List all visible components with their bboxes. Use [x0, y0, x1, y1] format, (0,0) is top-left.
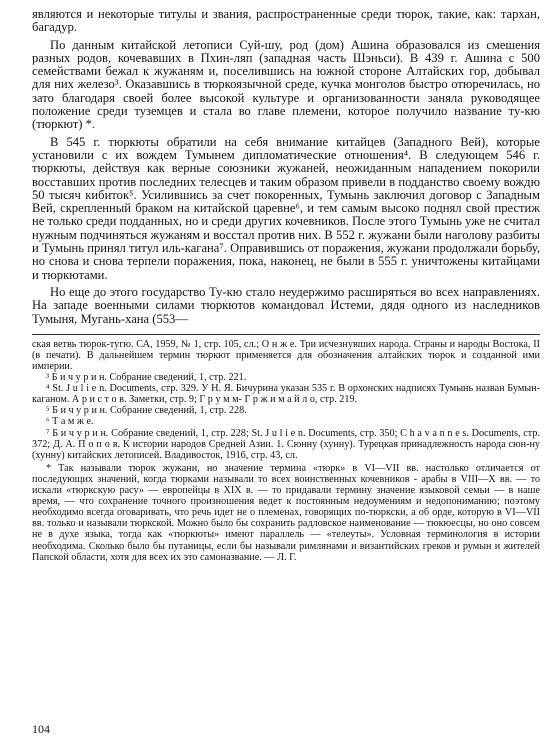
paragraph-ashina-origin: По данным китайской летописи Суй-шу, род (дом) Ашина образовался из смешения разных родов, кочевавших в Пхин-ляп (западная часть Шэньси). В 439 г. Ашина с 500 семействами бежал к жужаням и, поселившись на южной стороне Алтайских гор, добывал для них железо³. Оказавшись в тюркоязычной среде, кучка монголов быстро отюречилась, но зато благодаря своей более высокой культуре и организованности заняла руководящее положение среди туземцев и стала во главе племени, которое получило название ту-кю (тюркют) *.	[32, 37, 540, 132]
footnote-6: ⁶ Т а м ж е.	[46, 416, 94, 428]
footnote-5: ⁵ Б и ч у р и н. Собрание сведений, 1, стр. 228.	[46, 405, 247, 417]
footnote-divider	[32, 334, 540, 335]
paragraph-continuation: являются и некоторые титулы и звания, распространенные среди тюрок, такие, как: тархан, багадур.	[32, 7, 540, 35]
page-number: 104	[32, 722, 50, 736]
footnote-7: ⁷ Б и ч у р и н. Собрание сведений, 1, стр. 228; St. J u l i e n. Documents, стр. 350; C h a v a n n e s. Documents, стр. 372; Д. А. П о п о в. К истории народов Средней Азии. 1. Сюнну (хунну). Турецкая принадлежность народа сюн-ну (хунну) китайских летописей. Владивосток, 1916, стр. 43, сл.	[32, 427, 540, 461]
footnote-continuation: ская ветвь тюрок-тугю. СА, 1959, № 1, стр. 105, сл.; О н ж е. Три исчезнувших народа. Страны и народы Востока, II (в печати). В дальнейшем термин тюркют применяется для обозначения алтайских тюрок и созданной ими империи.	[32, 338, 540, 373]
footnote-asterisk: * Так называли тюрок жужани, но значение термина «тюрк» в VI—VII вв. настолько отличается от последующих значений, когда тюрками называли то всех воинственных кочевников - арабы в VIII—X вв. — то искали «тюркскую расу» — европейцы в XIX в. — то придавали термину значение языковой семьи — в наше время, — что сохранение точного произношения ведет к постоянным недоумениям и недопониманию; поэтому необходимо всегда оговаривать, что речь идет не о племенах, говорящих по-тюркски, а об орде, которую в VI—VII вв. только и называли тюркской. Можно было бы сохранить радловское наименование — тюкюесцы, но оно совсем не в духе языка, тогда как «тюркюты» имеют параллель — «телеуты». Условная терминология в истории необходима. Сколько было бы путаницы, если бы называли римлянами и византийских греков и румын и жителей Папской области, хотя для всех их это самоназвание. — Л. Г.	[32, 462, 540, 563]
footnotes	[32, 339, 540, 563]
main-text	[32, 8, 540, 326]
book-page	[32, 8, 540, 563]
paragraph-545-events: В 545 г. тюркюты обратили на себя внимание китайцев (Западного Вей), которые установили с их вождем Тумынем дипломатические отношения⁴. В следующем 546 г. тюркюты, действуя как верные союзники жужаней, неожиданным нападением покорили восставших против последних телесцев и таким образом привели в подданство своему вождю 50 тысяч кибиток⁵. Усилившись за счет покоренных, Тумынь заключил договор с Западным Вей, скрепленный браком на китайской царевне⁶, и тем самым высоко поднял свой престиж не только среди подданных, но и среди других кочевников. После этого Тумынь уже не считал нужным подчиняться жужаням и восстал против них. В 552 г. жужани были наголову разбиты и Тумынь принял титул иль-кагана⁷. Оправившись от поражения, жужани продолжали борьбу, но снова и снова терпели поражения, пока, наконец, не были в 555 г. уничтожены китайцами и тюркютами.	[32, 134, 540, 282]
paragraph-expansion: Но еще до этого государство Ту-кю стало неудержимо расширяться во всех направлениях. На западе военными силами тюркютов командовал Истеми, дядя одного из наследников Тумыня, Мугань-хана (553—	[32, 284, 540, 326]
footnote-3: ³ Б и ч у р и н. Собрание сведений, 1, стр. 221.	[46, 372, 247, 384]
footnote-4: ⁴ St. J u l i e n. Documents, стр. 329. У Н. Я. Бичурина указан 535 г. В орхонских надписях Тумынь назван Бумын-каганом. А р и с т о в. Заметки, стр. 9; Г р у м м- Г р ж и м а й л о, стр. 219.	[32, 383, 540, 406]
